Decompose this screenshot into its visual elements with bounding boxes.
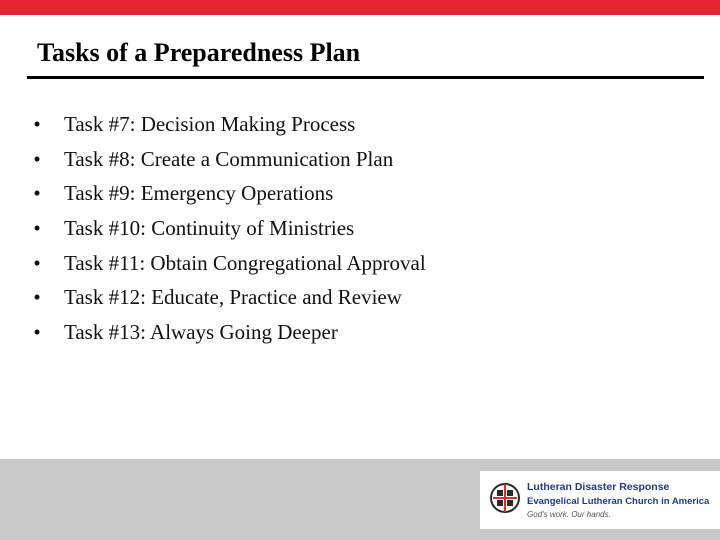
- list-item: [30, 211, 690, 246]
- list-item: [30, 246, 690, 281]
- bullet-text: Task #9: Emergency Operations: [64, 181, 334, 206]
- bullet-text: Task #12: Educate, Practice and Review: [64, 285, 402, 310]
- bullet-marker: •: [33, 250, 41, 275]
- bullet-text: Task #7: Decision Making Process: [64, 112, 356, 136]
- logo-tagline: God's work. Our hands.: [527, 510, 611, 519]
- bullet-text: Task #10: Continuity of Ministries: [64, 216, 355, 241]
- list-item: [30, 107, 690, 142]
- bullet-marker: •: [33, 320, 41, 345]
- list-item: [30, 280, 690, 315]
- logo-org-name: Lutheran Disaster Response: [527, 481, 670, 493]
- bullet-marker: •: [33, 146, 41, 171]
- logo-church-name: Evangelical Lutheran Church in America: [527, 496, 710, 507]
- elca-cross-emblem-icon: [489, 478, 521, 518]
- bullet-text: Task #13: Always Going Deeper: [64, 320, 338, 345]
- bullet-list: [30, 107, 690, 350]
- slide-title: Tasks of a Preparedness Plan: [37, 38, 361, 67]
- list-item: [30, 315, 690, 350]
- bullet-marker: •: [33, 181, 41, 206]
- list-item: [30, 142, 690, 177]
- bullet-marker: •: [33, 216, 41, 241]
- bullet-text: Task #8: Create a Communication Plan: [64, 146, 394, 171]
- bullet-text: Task #11: Obtain Congregational Approval: [64, 250, 426, 275]
- top-accent-bar: [0, 0, 720, 15]
- title-underline: [27, 76, 704, 79]
- bullet-marker: •: [33, 285, 41, 310]
- list-item: [30, 176, 690, 211]
- bullet-marker: •: [33, 112, 41, 136]
